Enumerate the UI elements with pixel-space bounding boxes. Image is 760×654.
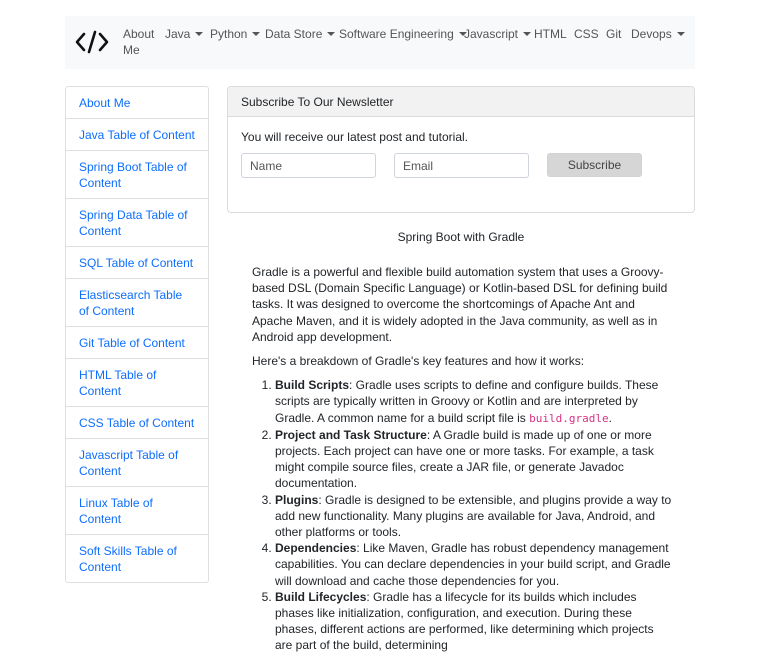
email-input[interactable] [394, 153, 529, 178]
nav-data-store-dropdown[interactable] [265, 26, 335, 42]
newsletter-card [227, 86, 695, 213]
chevron-down-icon [327, 32, 335, 36]
sidebar-item-about-me[interactable]: About Me [66, 87, 208, 119]
sidebar-item-soft-skills[interactable]: Soft Skills Table of Content [79, 544, 177, 574]
feature-text: : Gradle is designed to be extensible, and plugins provide a way to add new functionality. Many plugins are available for Java, Android, and other platforms or tools. [275, 492, 672, 540]
chevron-down-icon [523, 32, 531, 36]
feature-text-after: . [608, 410, 612, 425]
subscribe-button[interactable]: Subscribe [547, 153, 642, 177]
nav-devops-label: Devops [631, 27, 672, 41]
chevron-down-icon [677, 32, 685, 36]
nav-css-label: CSS [574, 27, 599, 41]
sidebar-item-css[interactable]: CSS Table of Content [66, 407, 208, 439]
feature-text: : Gradle uses scripts to define and configure builds. These scripts are typically written in Groovy or Kotlin and are interpreted by Gradle. A common name for a build script file is [275, 378, 659, 425]
nav-devops-dropdown[interactable] [631, 26, 685, 42]
feature-term: Project and Task Structure [275, 427, 427, 442]
nav-git-label: Git [606, 27, 622, 41]
article-breakdown: Here's a breakdown of Gradle's key features and how it works: [252, 354, 585, 369]
feature-term: Plugins [275, 492, 319, 507]
feature-list [252, 377, 672, 653]
nav-software-engineering-label: Software Engineering [339, 27, 454, 41]
list-item [275, 427, 672, 492]
nav-python-label: Python [210, 27, 248, 41]
sidebar-item-html[interactable]: HTML Table of Content [66, 359, 208, 407]
nav-git[interactable] [606, 26, 621, 42]
feature-term: Dependencies [275, 541, 357, 556]
sidebar-item-spring-boot[interactable]: Spring Boot Table of Content [66, 151, 208, 199]
feature-term: Build Scripts [275, 378, 350, 393]
article-body [252, 264, 672, 654]
sidebar-item-elasticsearch[interactable]: Elasticsearch Table of Content [66, 279, 208, 327]
code-logo-icon[interactable] [75, 29, 109, 55]
article-intro: Gradle is a powerful and flexible build automation system that uses a Groovy-based DSL (Domain Specific Language) or Kotlin-based DSL for defining build tasks. It was designed to overcome the shortcomings of Apache Ant and Apache Maven, and it is widely adopted in the Java community, as well as in Android app development. [252, 265, 668, 344]
nav-about-me-label: About Me [123, 27, 155, 57]
newsletter-description: You will receive our latest post and tutorial. [241, 130, 469, 144]
nav-data-store-label: Data Store [265, 27, 323, 41]
sidebar-item-git[interactable]: Git Table of Content [66, 327, 208, 359]
list-item [275, 377, 672, 427]
feature-text: : A Gradle build is made up of one or more projects. Each project can have one or more tasks. For example, a task might compile source files, create a JAR file, or generate Javadoc documentation. [275, 427, 654, 491]
nav-java-label: Java [165, 27, 191, 41]
article-title: Spring Boot with Gradle [397, 230, 525, 244]
sidebar-item-java[interactable]: Java Table of Content [66, 119, 208, 151]
inline-code: build.gradle [529, 411, 609, 425]
nav-css[interactable] [574, 26, 599, 42]
list-item [275, 492, 672, 541]
feature-term: Build Lifecycles [275, 589, 367, 604]
sidebar-item-sql[interactable]: SQL Table of Content [66, 247, 208, 279]
nav-python-dropdown[interactable] [210, 26, 260, 42]
chevron-down-icon [252, 32, 260, 36]
name-input[interactable] [241, 153, 376, 178]
sidebar-toc-list [65, 86, 209, 583]
nav-about-me[interactable] [123, 26, 157, 58]
newsletter-header: Subscribe To Our Newsletter [228, 87, 694, 117]
list-item [275, 589, 672, 654]
sidebar-item-linux[interactable]: Linux Table of Content [66, 487, 208, 535]
nav-java-dropdown[interactable] [165, 26, 203, 42]
sidebar-item-javascript[interactable]: Javascript Table of Content [66, 439, 208, 487]
chevron-down-icon [195, 32, 203, 36]
feature-text: : Like Maven, Gradle has robust dependency management capabilities. You can declare dependencies in your build script, and Gradle will download and cache those dependencies for you. [275, 541, 671, 588]
list-item [275, 540, 672, 589]
nav-software-engineering-dropdown[interactable] [339, 26, 467, 42]
nav-html[interactable] [534, 26, 567, 42]
nav-javascript-label: Javascript [464, 27, 519, 41]
sidebar-item-spring-data[interactable]: Spring Data Table of Content [66, 199, 208, 247]
feature-text: : Gradle has a lifecycle for its builds which includes phases like initialization, configuration, and execution. During these phases, different actions are performed, like determining which projects are part of the build, determining [275, 589, 654, 653]
nav-javascript-dropdown[interactable] [464, 26, 531, 42]
top-navbar [65, 16, 695, 69]
nav-html-label: HTML [534, 27, 567, 41]
